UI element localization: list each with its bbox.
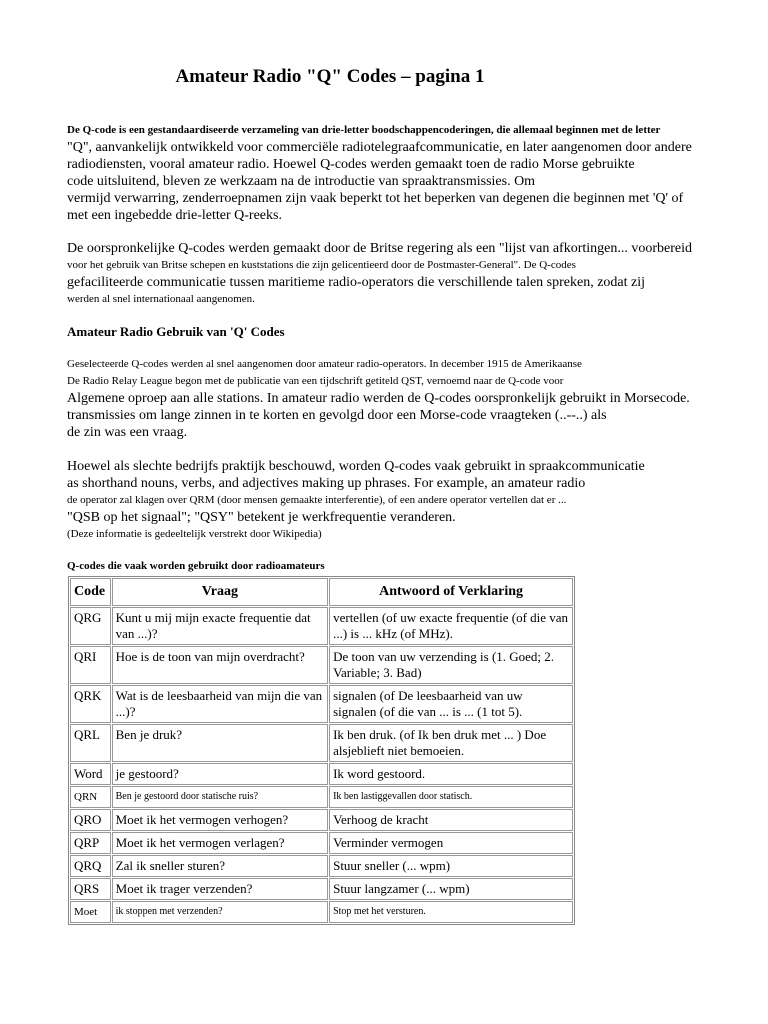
table-row xyxy=(70,878,573,900)
text-line: De Radio Relay League begon met de publicatie van een tijdschrift getiteld QST, vernoemd naar de Q-code voor xyxy=(67,375,564,387)
row-answer: De toon van uw verzending is (1. Goed; 2. Variable; 3. Bad) xyxy=(329,646,573,684)
text-line: vermijd verwarring, zenderroepnamen zijn vaak beperkt tot het beperken van degenen die beginnen met 'Q' of xyxy=(67,191,684,206)
row-code: QRN xyxy=(70,786,111,808)
table-row xyxy=(70,901,573,923)
row-question: Moet ik het vermogen verhogen? xyxy=(112,809,328,831)
row-question: je gestoord? xyxy=(112,763,328,785)
intro-paragraph xyxy=(67,122,692,224)
row-code: Moet xyxy=(70,901,111,923)
page-title: Amateur Radio "Q" Codes – pagina 1 xyxy=(175,66,485,87)
header-question: Vraag xyxy=(112,578,328,606)
row-answer: Stuur sneller (... wpm) xyxy=(329,855,573,877)
row-answer: Ik word gestoord. xyxy=(329,763,573,785)
text-line: code uitsluitend, bleven ze werkzaam na de introductie van spraaktransmissies. Om xyxy=(67,174,536,189)
header-code: Code xyxy=(70,578,111,606)
row-question: Zal ik sneller sturen? xyxy=(112,855,328,877)
row-answer: vertellen (of uw exacte frequentie (of die van ...) is ... kHz (of MHz). xyxy=(329,607,573,645)
row-code: QRL xyxy=(70,724,111,762)
table-caption: Q-codes die vaak worden gebruikt door radioamateurs xyxy=(67,560,325,572)
text-line: gefaciliteerde communicatie tussen maritieme radio-operators die verschillende talen spreken, zodat zij xyxy=(67,275,646,290)
text-line: (Deze informatie is gedeeltelijk verstrekt door Wikipedia) xyxy=(67,528,322,540)
history-paragraph xyxy=(67,240,693,308)
row-question: Wat is de leesbaarheid van mijn die van ...)? xyxy=(112,685,328,723)
table-row xyxy=(70,646,573,684)
text-line: transmissies om lange zinnen in te korten en gevolgd door een Morse-code vraagteken (..--..) als xyxy=(67,408,607,423)
row-answer: Stop met het versturen. xyxy=(329,901,573,923)
section-heading: Amateur Radio Gebruik van 'Q' Codes xyxy=(67,324,285,339)
row-code: Word xyxy=(70,763,111,785)
text-line: "QSB op het signaal"; "QSY" betekent je werkfrequentie veranderen. xyxy=(67,510,456,525)
text-line: Hoewel als slechte bedrijfs praktijk beschouwd, worden Q-codes vaak gebruikt in spraakcommunicatie xyxy=(67,459,645,474)
text-line: met een ingebedde drie-letter Q-reeks. xyxy=(67,208,282,223)
text-line: De Q-code is een gestandaardiseerde verzameling van drie-letter boodschappencoderingen, die allemaal beginnen met de letter xyxy=(67,124,661,136)
row-question: ik stoppen met verzenden? xyxy=(112,901,328,923)
row-answer: Ik ben lastiggevallen door statisch. xyxy=(329,786,573,808)
row-question: Ben je gestoord door statische ruis? xyxy=(112,786,328,808)
header-answer: Antwoord of Verklaring xyxy=(329,578,573,606)
voice-paragraph xyxy=(67,458,667,543)
row-answer: signalen (of De leesbaarheid van uw signalen (of die van ... is ... (1 tot 5). xyxy=(329,685,573,723)
table-row xyxy=(70,786,573,808)
row-code: QRI xyxy=(70,646,111,684)
table-row xyxy=(70,832,573,854)
table-row xyxy=(70,855,573,877)
usage-paragraph xyxy=(67,356,690,441)
text-line: Geselecteerde Q-codes werden al snel aangenomen door amateur radio-operators. In december 1915 de Amerikaanse xyxy=(67,358,582,370)
text-line: de zin was een vraag. xyxy=(67,425,188,440)
row-code: QRQ xyxy=(70,855,111,877)
row-code: QRS xyxy=(70,878,111,900)
row-answer: Verhoog de kracht xyxy=(329,809,573,831)
text-line: De oorspronkelijke Q-codes werden gemaakt door de Britse regering als een "lijst van afkortingen... voorbereid xyxy=(67,241,693,256)
table-row xyxy=(70,685,573,723)
text-line: werden al snel internationaal aangenomen. xyxy=(67,293,255,305)
row-question: Moet ik het vermogen verlagen? xyxy=(112,832,328,854)
text-line: radiodiensten, vooral amateur radio. Hoewel Q-codes werden gemaakt toen de radio Morse gebruikte xyxy=(67,157,635,172)
row-code: QRG xyxy=(70,607,111,645)
table-row xyxy=(70,724,573,762)
text-line: "Q", aanvankelijk ontwikkeld voor commerciële radiotelegraafcommunicatie, en later aangenomen door andere xyxy=(67,140,692,155)
text-line: voor het gebruik van Britse schepen en kuststations die zijn gelicentieerd door de Postmaster-General". De Q-codes xyxy=(67,259,576,271)
row-question: Ben je druk? xyxy=(112,724,328,762)
row-question: Moet ik trager verzenden? xyxy=(112,878,328,900)
row-code: QRK xyxy=(70,685,111,723)
text-line: Algemene oproep aan alle stations. In amateur radio werden de Q-codes oorspronkelijk gebruikt in Morsecode. xyxy=(67,391,690,406)
row-answer: Ik ben druk. (of Ik ben druk met ... ) Doe alsjeblieft niet bemoeien. xyxy=(329,724,573,762)
row-answer: Verminder vermogen xyxy=(329,832,573,854)
row-answer: Stuur langzamer (... wpm) xyxy=(329,878,573,900)
table-header-row xyxy=(70,578,573,606)
row-question: Hoe is de toon van mijn overdracht? xyxy=(112,646,328,684)
text-line: as shorthand nouns, verbs, and adjectives making up phrases. For example, an amateur radio xyxy=(67,476,586,491)
text-line: de operator zal klagen over QRM (door mensen gemaakte interferentie), of een andere operator vertellen dat er ... xyxy=(67,494,567,506)
table-row xyxy=(70,607,573,645)
row-code: QRP xyxy=(70,832,111,854)
row-question: Kunt u mij mijn exacte frequentie dat van ...)? xyxy=(112,607,328,645)
q-codes-table xyxy=(68,576,575,925)
table-row xyxy=(70,809,573,831)
row-code: QRO xyxy=(70,809,111,831)
table-row xyxy=(70,763,573,785)
